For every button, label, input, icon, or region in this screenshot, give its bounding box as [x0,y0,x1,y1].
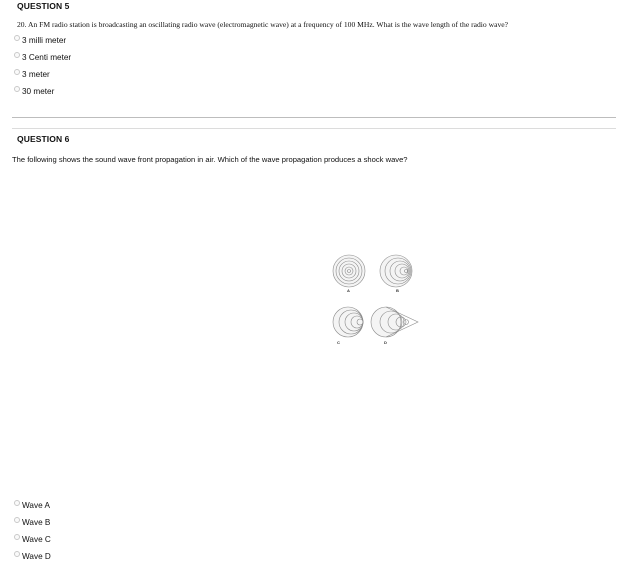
radio-button[interactable] [14,517,20,523]
question-divider [12,128,616,129]
radio-button[interactable] [14,69,20,75]
option-wave-b[interactable] [14,515,50,529]
option-3-meter[interactable] [14,67,50,81]
radio-button[interactable] [14,52,20,58]
wave-c-diagram [333,307,363,337]
option-label: 3 Centi meter [22,52,72,62]
option-wave-c[interactable] [14,532,51,546]
option-3-centi-meter[interactable] [14,50,71,64]
question-5-prompt: 20. An FM radio station is broadcasting an oscillating radio wave (electromagnetic wave) at a frequency of 100 MHz. What is the wave length of the radio wave? [17,20,508,29]
radio-button[interactable] [14,86,20,92]
option-label: 30 meter [22,86,55,96]
question-6-title: QUESTION 6 [17,134,70,144]
wave-d-diagram [371,307,418,337]
option-label: Wave D [22,551,51,561]
wave-b-diagram [380,255,412,287]
option-label: Wave A [22,500,50,510]
wave-c-label: C [337,340,340,345]
radio-button[interactable] [14,551,20,557]
option-label: 3 milli meter [22,35,67,45]
radio-button[interactable] [14,35,20,41]
radio-button[interactable] [14,500,20,506]
radio-button[interactable] [14,534,20,540]
wave-d-label: D [384,340,387,345]
option-label: Wave B [22,517,51,527]
wave-a-label: A [347,288,350,293]
wave-b-label: B [396,288,399,293]
option-wave-a[interactable] [14,498,50,512]
option-wave-d[interactable] [14,549,51,563]
wave-front-figure [328,252,424,348]
question-5-title: QUESTION 5 [17,1,70,11]
option-label: 3 meter [22,69,50,79]
option-30-meter[interactable] [14,84,54,98]
option-label: Wave C [22,534,51,544]
wave-a-diagram [333,255,365,287]
question-divider [12,117,616,118]
option-3-milli-meter[interactable] [14,33,66,47]
question-6-prompt: The following shows the sound wave front propagation in air. Which of the wave propagation produces a shock wave? [12,155,408,164]
